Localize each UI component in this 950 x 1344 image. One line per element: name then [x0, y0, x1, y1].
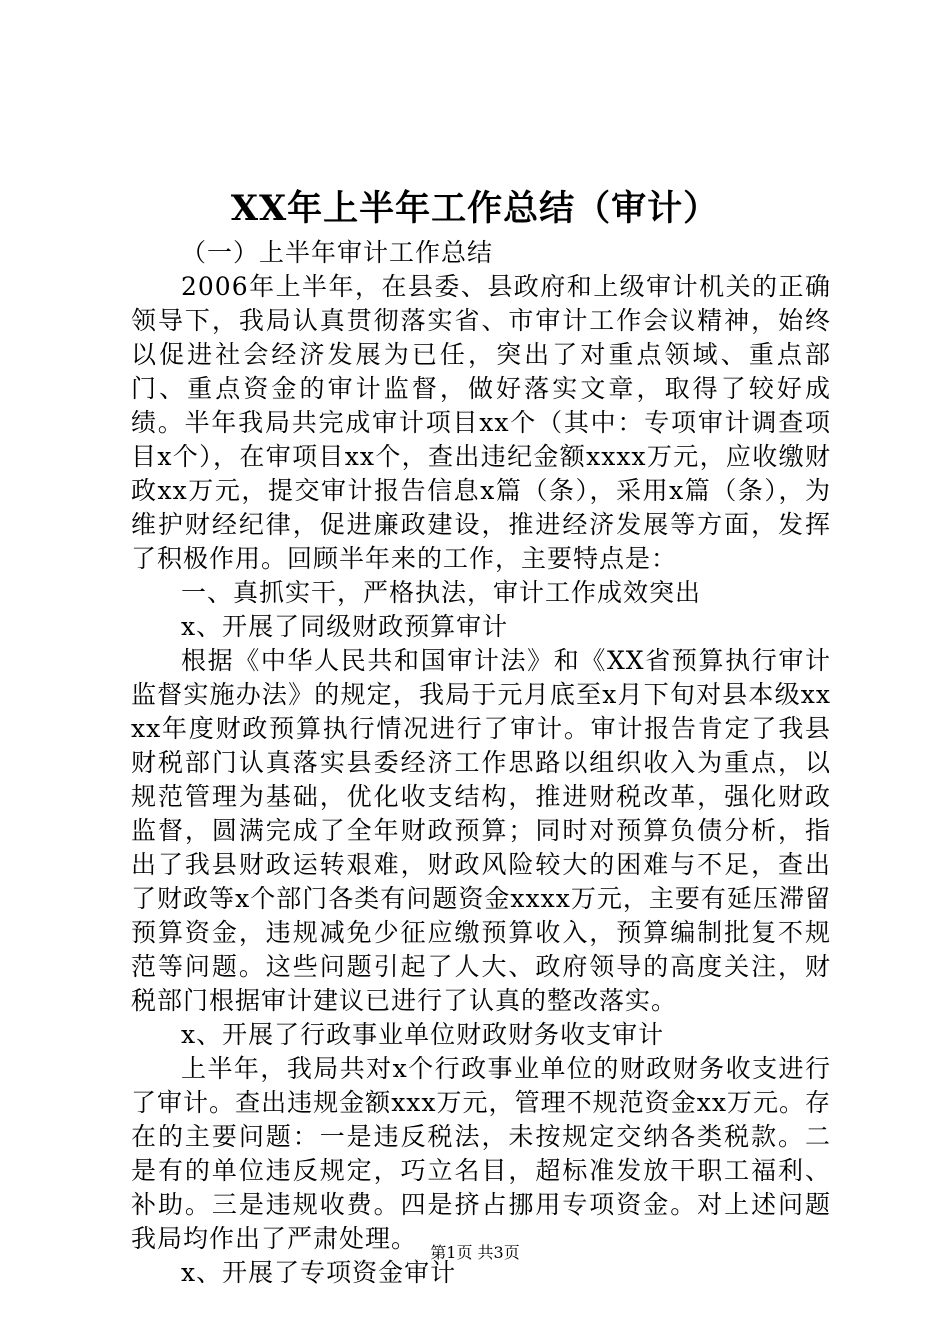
- document-body: [131, 236, 831, 1290]
- body-paragraph: 2006年上半年，在县委、县政府和上级审计机关的正确领导下，我局认真贯彻落实省、市审计工作会议精神，始终以促进社会经济发展为已任，突出了对重点领域、重点部门、重点资金的审计监督，做好落实文章，取得了较好成绩。半年我局共完成审计项目xx个（其中：专项审计调查项目x个），在审项目xx个，查出违纪金额xxxx万元，应收缴财政xx万元，提交审计报告信息x篇（条），采用x篇（条），为维护财经纪律，促进廉政建设，推进经济发展等方面，发挥了积极作用。回顾半年来的工作，主要特点是：: [131, 272, 831, 573]
- document-title: XX年上半年工作总结（审计）: [230, 188, 720, 229]
- section-heading: 一、真抓实干，严格执法，审计工作成效突出: [181, 578, 702, 607]
- body-paragraph: 上半年，我局共对x个行政事业单位的财政财务收支进行了审计。查出违规金额xxx万元，管理不规范资金xx万元。存在的主要问题：一是违反税法，未按规定交纳各类税款。二是有的单位违反规定，巧立名目，超标准发放干职工福利、补助。三是违规收费。四是挤占挪用专项资金。对上述问题我局均作出了严肃处理。: [131, 1054, 831, 1253]
- subsection-heading: x、开展了专项资金审计: [181, 1258, 457, 1287]
- section-heading: （一）上半年审计工作总结: [181, 238, 494, 267]
- subsection-heading: x、开展了同级财政预算审计: [181, 612, 509, 641]
- subsection-heading: x、开展了行政事业单位财政财务收支审计: [181, 1020, 665, 1049]
- body-paragraph: 根据《中华人民共和国审计法》和《XX省预算执行审计监督实施办法》的规定，我局于元月底至x月下旬对县本级xxxx年度财政预算执行情况进行了审计。审计报告肯定了我县财税部门认真落实县委经济工作思路以组织收入为重点，以规范管理为基础，优化收支结构，推进财税改革，强化财政监督，圆满完成了全年财政预算；同时对预算负债分析，指出了我县财政运转艰难，财政风险较大的困难与不足，查出了财政等x个部门各类有问题资金xxxx万元，主要有延压滞留预算资金，违规减免少征应缴预算收入，预算编制批复不规范等问题。这些问题引起了人大、政府领导的高度关注，财税部门根据审计建议已进行了认真的整改落实。: [131, 646, 831, 1015]
- page-number-footer: 第1页 共3页: [430, 1243, 520, 1262]
